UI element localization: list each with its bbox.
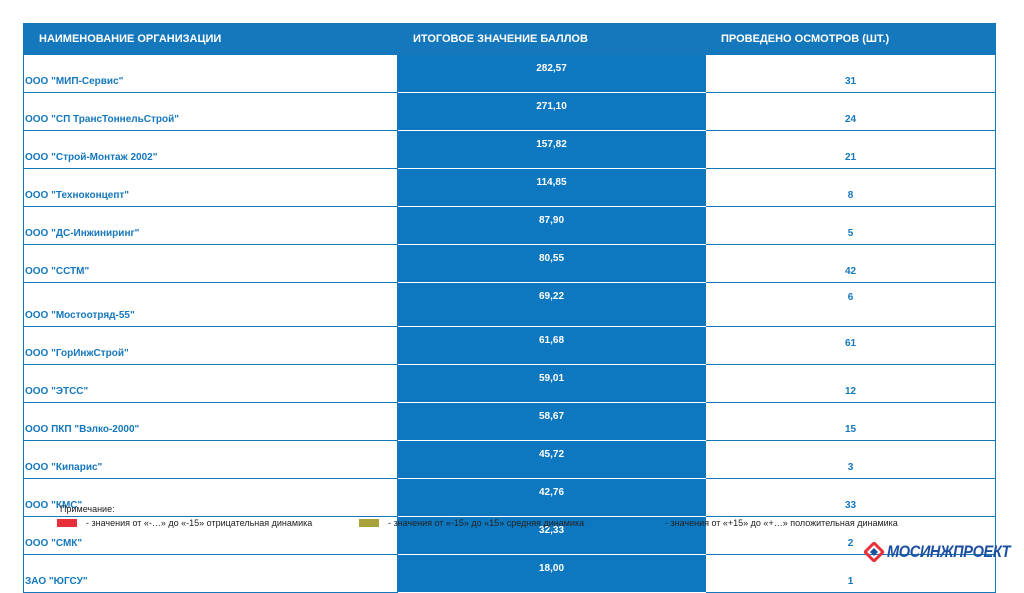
inspections-count-cell: 21 [706, 131, 996, 169]
score-cell: 59,01 [398, 365, 706, 403]
score-cell: 32,33 [398, 517, 706, 555]
inspections-count-cell: 24 [706, 93, 996, 131]
table-row [24, 93, 996, 131]
table-row [24, 365, 996, 403]
org-name-cell: ООО "Мостоотряд-55" [24, 283, 398, 327]
org-name-cell: ЗАО "ЮГСУ" [24, 555, 398, 593]
table-row [24, 555, 996, 593]
ratings-table [23, 23, 996, 593]
logo-icon [864, 542, 884, 562]
score-cell: 271,10 [398, 93, 706, 131]
legend-swatch-olive [359, 519, 379, 527]
org-name-cell: ООО "Строй-Монтаж 2002" [24, 131, 398, 169]
inspections-count-cell: 5 [706, 207, 996, 245]
table-row [24, 403, 996, 441]
inspections-count-cell: 33 [706, 479, 996, 517]
legend-item-average [359, 518, 584, 528]
score-cell: 61,68 [398, 327, 706, 365]
table-row [24, 283, 996, 327]
table-row [24, 55, 996, 93]
score-cell: 87,90 [398, 207, 706, 245]
org-name-cell: ООО "ДС-Инжиниринг" [24, 207, 398, 245]
inspections-count-cell: 1 [706, 555, 996, 593]
note-title: Примечание: [60, 504, 115, 514]
org-name-cell: ООО "ССТМ" [24, 245, 398, 283]
inspections-count-cell: 12 [706, 365, 996, 403]
score-cell: 282,57 [398, 55, 706, 93]
column-header-score: ИТОГОВОЕ ЗНАЧЕНИЕ БАЛЛОВ [398, 24, 706, 55]
inspections-count-cell: 61 [706, 327, 996, 365]
inspections-count-cell: 6 [706, 283, 996, 327]
org-name-cell: ООО "ГорИнжСтрой" [24, 327, 398, 365]
legend-text-negative: - значения от «-…» до «-15» отрицательная динамика [86, 518, 313, 528]
inspections-count-cell: 31 [706, 55, 996, 93]
org-name-cell: ООО ПКП "Вэлко-2000" [24, 403, 398, 441]
org-name-cell: ООО "КМС" [24, 479, 398, 517]
table-header-row [24, 24, 996, 55]
org-name-cell: ООО "ЭТСС" [24, 365, 398, 403]
inspections-count-cell: 42 [706, 245, 996, 283]
table-row [24, 327, 996, 365]
score-cell: 58,67 [398, 403, 706, 441]
score-cell: 80,55 [398, 245, 706, 283]
table-row [24, 131, 996, 169]
logo-text: МОСИНЖПРОЕКТ [887, 542, 1011, 561]
inspections-count-cell: 15 [706, 403, 996, 441]
table-row [24, 169, 996, 207]
legend-item-negative [57, 518, 312, 528]
table-row [24, 479, 996, 517]
score-cell: 45,72 [398, 441, 706, 479]
org-name-cell: ООО "МИП-Сервис" [24, 55, 398, 93]
org-name-cell: ООО "СМК" [24, 517, 398, 555]
score-cell: 42,76 [398, 479, 706, 517]
legend-swatch-blue [636, 519, 656, 527]
legend-item-positive [636, 518, 898, 528]
inspections-count-cell: 8 [706, 169, 996, 207]
score-cell: 114,85 [398, 169, 706, 207]
table-row [24, 441, 996, 479]
score-cell: 157,82 [398, 131, 706, 169]
org-name-cell: ООО "Техноконцепт" [24, 169, 398, 207]
legend-swatch-red [57, 519, 77, 527]
table-row [24, 245, 996, 283]
inspections-count-cell: 3 [706, 441, 996, 479]
column-header-inspections: ПРОВЕДЕНО ОСМОТРОВ (ШТ.) [706, 24, 996, 55]
column-header-organization: НАИМЕНОВАНИЕ ОРГАНИЗАЦИИ [24, 24, 398, 55]
score-cell: 18,00 [398, 555, 706, 593]
table-row [24, 207, 996, 245]
score-cell: 69,22 [398, 283, 706, 327]
legend-text-positive: - значения от «+15» до «+…» положительная динамика [665, 518, 898, 528]
org-name-cell: ООО "СП ТрансТоннельСтрой" [24, 93, 398, 131]
inspections-count-cell: 2 [706, 517, 996, 555]
company-logo [864, 542, 1024, 562]
legend-text-average: - значения от «-15» до «15» средняя динамика [388, 518, 585, 528]
org-name-cell: ООО "Кипарис" [24, 441, 398, 479]
